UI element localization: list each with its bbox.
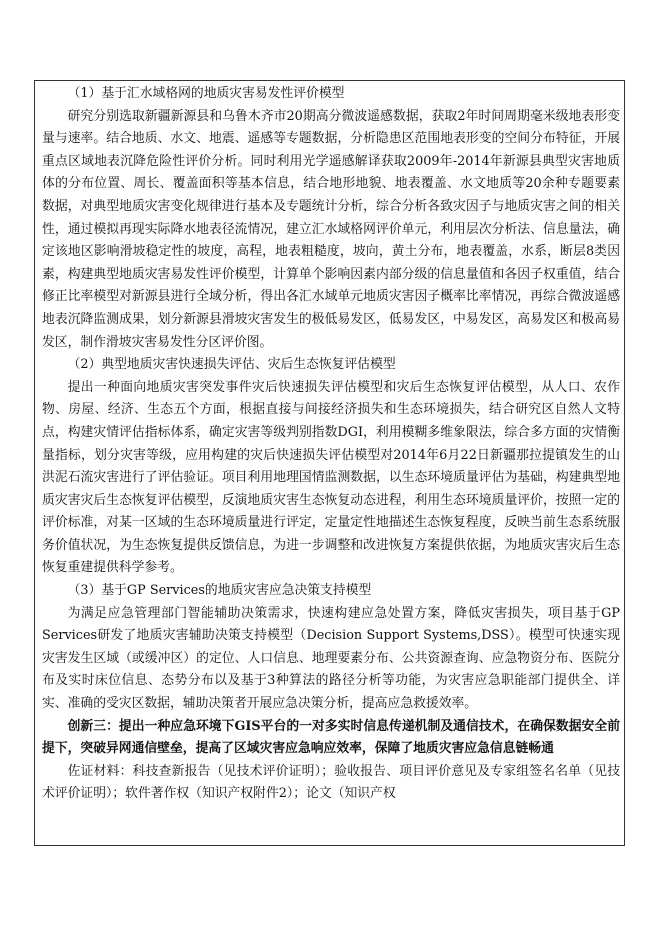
heading-model-1: （1）基于汇水域格网的地质灾害易发性评价模型 — [67, 86, 345, 101]
heading-model-3: （3）基于GP Services的地质灾害应急决策支持模型 — [67, 583, 372, 599]
heading-model-2: （2）典型地质灾害快速损失评估、灾后生态恢复评估模型 — [67, 357, 396, 373]
document-body — [42, 83, 620, 806]
evidence-materials: 佐证材料：科技查新报告（见技术评价证明）；验收报告、项目评价意见及专家组签名名单（见技术评价证明）；软件著作权（知识产权附件2）；论文（知识产权 — [42, 763, 620, 802]
innovation-three: 创新三：提出一种应急环境下GIS平台的一对多实时信息传递机制及通信技术，在确保数据安全前提下，突破异网通信壁垒，提高了区域灾害应急响应效率，保障了地质灾害应急信息链畅通 — [42, 718, 620, 757]
paragraph-model-3: 为满足应急管理部门智能辅助决策需求，快速构建应急处置方案，降低灾害损失，项目基于GP Services研发了地质灾害辅助决策支持模型（Decision Support Systems,DSS）。模型可快速实现灾害发生区域（或缓冲区）的定位、人口信息、地理要素分布、公共资源查询、应急物资分布、医院分布及实时床位信息、态势分布以及基于3种算法的路径分析等功能，为灾害应急职能部门提供全、详实、准确的受灾区数据，辅助决策者开展应急决策分析，提高应急救援效率。 — [42, 605, 620, 712]
paragraph-model-2: 提出一种面向地质灾害突发事件灾后快速损失评估模型和灾后生态恢复评估模型，从人口、农作物、房屋、经济、生态五个方面，根据直接与间接经济损失和生态环境损失，结合研究区自然人文特点，构建灾情评估指标体系，确定灾害等级判别指数DGI，利用模糊多维象限法，综合多方面的灾情衡量指标，划分灾害等级，应用构建的灾后快速损失评估模型对2014年6月22日新疆那拉提镇发生的山洪泥石流灾害进行了评估验证。项目利用地理国情监测数据，以生态环境质量评估为基础，构建典型地质灾害灾后生态恢复评估模型，反演地质灾害生态恢复动态进程，利用生态环境质量评价，按照一定的评价标准，对某一区域的生态环境质量进行评定，定量定性地描述生态恢复程度，反映当前生态系统服务价值状况，为生态恢复提供反馈信息，为进一步调整和改进恢复方案提供依据，为地质灾害灾后生态恢复重建提供科学参考。 — [42, 379, 620, 576]
paragraph-model-1: 研究分别选取新疆新源县和乌鲁木齐市20期高分微波遥感数据，获取2年时间周期毫米级地表形变量与速率。结合地质、水文、地震、遥感等专题数据，分析隐患区范围地表形变的空间分布特征，开展重点区域地表沉降危险性评价分析。同时利用光学遥感解译获取2009年-2014年新源县典型灾害地质体的分布位置、周长、覆盖面积等基本信息，结合地形地貌、地表覆盖、水文地质等20余种专题要素数据，对典型地质灾害变化规律进行基本及专题统计分析，综合分析各致灾因子与地质灾害之间的相关性，通过模拟再现实际降水地表径流情况，建立汇水域格网评价单元，利用层次分析法、信息量法，确定该地区影响滑坡稳定性的坡度，高程，地表粗糙度，坡向，黄土分布，地表覆盖，水系，断层8类因素，构建典型地质灾害易发性评价模型，计算单个影响因素内部分级的信息量值和各因子权重值，结合修正比率模型对新源县进行全域分析，得出各汇水域单元地质灾害因子概率比率情况，再综合微波遥感地表沉降监测成果，划分新源县滑坡灾害发生的极低易发区，低易发区，中易发区，高易发区和极高易发区，制作滑坡灾害易发性分区评价图。 — [42, 108, 620, 350]
